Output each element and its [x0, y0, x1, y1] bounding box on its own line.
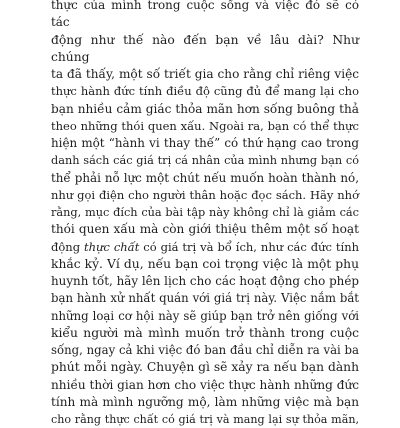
text-line: ta đã thấy, một số triết gia cho rằng chỉ riêng việc: [51, 67, 359, 81]
text-line: những loại cơ hội này sẽ giúp bạn trở nên giống với: [51, 308, 359, 323]
text-line: kiểu người mà mình muốn trở thành trong cuộc: [51, 325, 359, 340]
text-line-with-emphasis: [51, 239, 359, 256]
text-line: cho rằng thực chất có giá trị và mang lại sự thỏa mãn,: [51, 413, 359, 426]
text-line: thói quen xấu mà còn giới thiệu thêm một số hoạt: [51, 222, 359, 237]
body-paragraph: [51, 0, 359, 428]
text-line: thực của mình trong cuộc sống và việc đó sẽ có tác: [51, 0, 359, 30]
text-line: thể phải nỗ lực một chút nếu muốn hoàn thành nó,: [51, 170, 359, 185]
text-line: tính mà mình ngưỡng mộ, làm những việc mà bạn: [51, 394, 359, 409]
text-line: bạn hành xử nhất quán với giá trị này. Việc nắm bắt: [51, 291, 359, 306]
text-line: danh sách các giá trị cá nhân của mình nhưng bạn có: [51, 154, 359, 168]
text-line: bạn nhiều cảm giác thỏa mãn hơn sống buông thả: [51, 101, 359, 116]
text-line: huynh tốt, hãy lên lịch cho các hoạt động cho phép: [51, 274, 359, 288]
text-line: theo những thói quen xấu. Ngoài ra, bạn có thể thực: [51, 118, 359, 133]
text-line: sống, ngay cả khi việc đó ban đầu chỉ diễn ra vài ba: [51, 343, 359, 357]
text-line: thực hành đức tính điều độ cũng đủ để mang lại cho: [51, 84, 359, 99]
text-line: hiện một “hành vi thay thế” có thứ hạng cao trong: [51, 136, 359, 150]
text-line: khắc kỷ. Ví dụ, nếu bạn coi trọng việc là một phụ: [51, 256, 359, 271]
text-line: phút mỗi ngày. Chuyện gì sẽ xảy ra nếu bạn dành: [51, 360, 359, 375]
text-line: như gọi điện cho người thân hoặc đọc sách. Hãy nhớ: [51, 187, 359, 202]
text-line: rằng, mục đích của bài tập này không chỉ là giảm các: [51, 206, 359, 219]
emphasis-text: thực chất: [84, 239, 140, 254]
text-line: nhiều thời gian hơn cho việc thực hành những đức: [51, 377, 360, 392]
text-segment: có giá trị và bổ ích, như các đức tính: [139, 239, 360, 254]
text-segment: động: [51, 239, 84, 254]
text-line: động như thế nào đến bạn về lâu dài? Như chúng: [51, 32, 359, 64]
